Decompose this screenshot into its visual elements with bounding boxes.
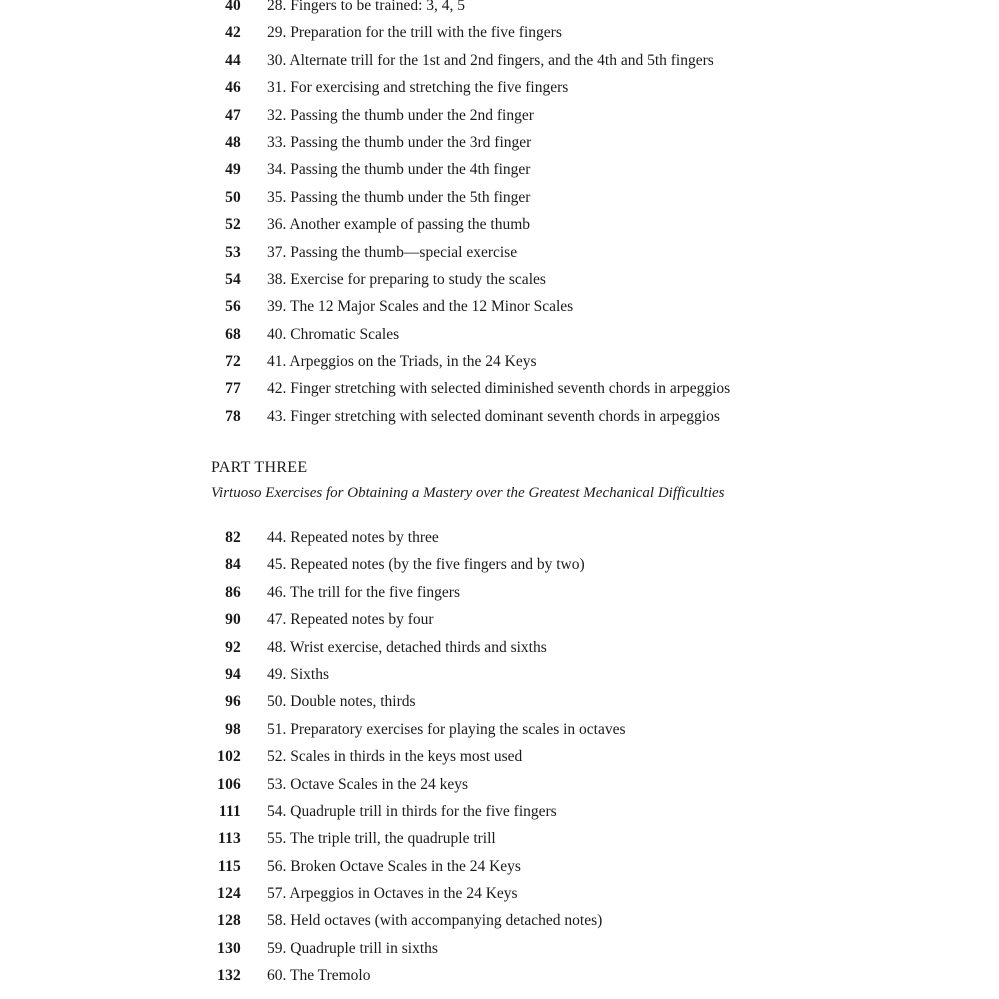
toc-entry	[0, 0, 999, 19]
toc-entry-title: 35. Passing the thumb under the 5th finger	[267, 188, 531, 206]
toc-entry	[0, 375, 999, 402]
toc-entry	[0, 239, 999, 266]
toc-entry-title: 43. Finger stretching with selected dominant seventh chords in arpeggios	[267, 407, 720, 425]
toc-entry-title: 54. Quadruple trill in thirds for the five fingers	[267, 802, 557, 820]
toc-entry-title: 51. Preparatory exercises for playing the scales in octaves	[267, 720, 626, 738]
toc-page-number: 111	[218, 802, 241, 820]
toc-entry-title: 30. Alternate trill for the 1st and 2nd fingers, and the 4th and 5th fingers	[267, 51, 714, 69]
toc-entry-title: 37. Passing the thumb—special exercise	[267, 243, 518, 261]
toc-entry-title: 39. The 12 Major Scales and the 12 Minor Scales	[267, 298, 574, 316]
toc-entry	[0, 743, 999, 770]
toc-entry	[0, 211, 999, 238]
toc-page-number: 78	[225, 407, 241, 425]
toc-entry	[0, 606, 999, 633]
toc-entry	[0, 853, 999, 880]
toc-entry-title: 44. Repeated notes by three	[267, 529, 439, 546]
toc-page-number: 68	[225, 325, 241, 343]
toc-entry	[0, 907, 999, 934]
toc-page-number: 46	[225, 79, 241, 97]
toc-page-number: 86	[225, 583, 241, 601]
part-two-entry-list	[0, 0, 999, 430]
toc-entry	[0, 935, 999, 962]
toc-page-number: 42	[225, 24, 241, 42]
toc-page-number: 50	[225, 188, 241, 206]
toc-entry	[0, 716, 999, 743]
toc-entry-title: 38. Exercise for preparing to study the scales	[267, 270, 546, 288]
toc-page-number: 124	[217, 885, 241, 903]
toc-page-number: 44	[225, 51, 241, 69]
part-three-heading: PART THREE	[211, 459, 308, 476]
toc-page-number: 48	[225, 133, 241, 151]
toc-entry-title: 52. Scales in thirds in the keys most used	[267, 748, 523, 766]
toc-entry	[0, 47, 999, 74]
toc-page-number: 54	[225, 270, 241, 288]
toc-entry	[0, 403, 999, 430]
toc-page-number: 47	[225, 106, 241, 124]
toc-entry	[0, 688, 999, 715]
toc-page-number: 113	[218, 830, 241, 848]
toc-entry	[0, 156, 999, 183]
toc-page-number: 77	[225, 380, 241, 398]
toc-entry-title: 28. Fingers to be trained: 3, 4, 5	[267, 0, 466, 14]
toc-entry-title: 34. Passing the thumb under the 4th finger	[267, 161, 531, 179]
toc-entry-title: 53. Octave Scales in the 24 keys	[267, 775, 469, 793]
toc-page-number: 98	[225, 720, 241, 738]
toc-page-number: 94	[225, 665, 241, 683]
toc-entry	[0, 661, 999, 688]
toc-entry	[0, 293, 999, 320]
toc-page-number: 106	[217, 775, 241, 793]
part-three-subtitle: Virtuoso Exercises for Obtaining a Mastery over the Greatest Mechanical Difficulties	[211, 485, 725, 501]
toc-entry	[0, 348, 999, 375]
toc-page-number: 72	[225, 353, 241, 371]
toc-entry-title: 50. Double notes, thirds	[267, 693, 416, 711]
toc-entry-title: 46. The trill for the five fingers	[267, 583, 460, 601]
toc-entry-title: 59. Quadruple trill in sixths	[267, 939, 438, 957]
toc-entry	[0, 19, 999, 46]
toc-page-number: 49	[225, 161, 241, 179]
toc-entry-title: 49. Sixths	[267, 665, 330, 683]
toc-entry-title: 57. Arpeggios in Octaves in the 24 Keys	[267, 885, 518, 903]
toc-page-number: 56	[225, 298, 241, 316]
toc-entry	[0, 321, 999, 348]
toc-entry-title: 60. The Tremolo	[267, 967, 371, 985]
toc-entry-title: 29. Preparation for the trill with the five fingers	[267, 24, 562, 42]
toc-entry	[0, 184, 999, 211]
toc-page-number: 102	[217, 748, 241, 766]
toc-page-number: 90	[225, 611, 241, 629]
toc-entry-title: 58. Held octaves (with accompanying detached notes)	[267, 912, 603, 930]
toc-entry-title: 33. Passing the thumb under the 3rd finger	[267, 133, 532, 151]
toc-entry-title: 42. Finger stretching with selected diminished seventh chords in arpeggios	[267, 380, 731, 398]
toc-entry	[0, 771, 999, 798]
toc-entry-title: 41. Arpeggios on the Triads, in the 24 Keys	[267, 353, 537, 371]
toc-page-number: 132	[217, 967, 241, 985]
toc-page-number: 130	[217, 939, 241, 957]
toc-page-number: 82	[225, 529, 241, 546]
toc-entry-title: 47. Repeated notes by four	[267, 611, 434, 629]
toc-page-number: 92	[225, 638, 241, 656]
toc-entry-title: 36. Another example of passing the thumb	[267, 216, 531, 234]
toc-entry	[0, 962, 999, 989]
toc-page-number: 84	[225, 556, 241, 574]
toc-entry-title: 55. The triple trill, the quadruple trill	[267, 830, 496, 848]
toc-entry	[0, 579, 999, 606]
toc-entry	[0, 551, 999, 578]
toc-entry-title: 32. Passing the thumb under the 2nd finger	[267, 106, 534, 124]
toc-page-number: 128	[217, 912, 241, 930]
toc-entry	[0, 825, 999, 852]
part-three-entry-list	[0, 524, 999, 990]
toc-entry-title: 40. Chromatic Scales	[267, 325, 400, 343]
toc-entry	[0, 798, 999, 825]
toc-entry	[0, 102, 999, 129]
toc-entry	[0, 880, 999, 907]
toc-page-number: 53	[225, 243, 241, 261]
toc-entry	[0, 74, 999, 101]
toc-page-number: 96	[225, 693, 241, 711]
toc-page-number: 115	[218, 857, 241, 875]
toc-entry	[0, 634, 999, 661]
toc-page-number: 52	[225, 216, 241, 234]
toc-entry	[0, 129, 999, 156]
toc-page-number: 40	[225, 0, 241, 14]
toc-entry-title: 48. Wrist exercise, detached thirds and sixths	[267, 638, 547, 656]
toc-entry	[0, 266, 999, 293]
toc-entry-title: 56. Broken Octave Scales in the 24 Keys	[267, 857, 521, 875]
toc-entry	[0, 524, 999, 551]
toc-entry-title: 45. Repeated notes (by the five fingers and by two)	[267, 556, 585, 574]
toc-entry-title: 31. For exercising and stretching the five fingers	[267, 79, 569, 97]
